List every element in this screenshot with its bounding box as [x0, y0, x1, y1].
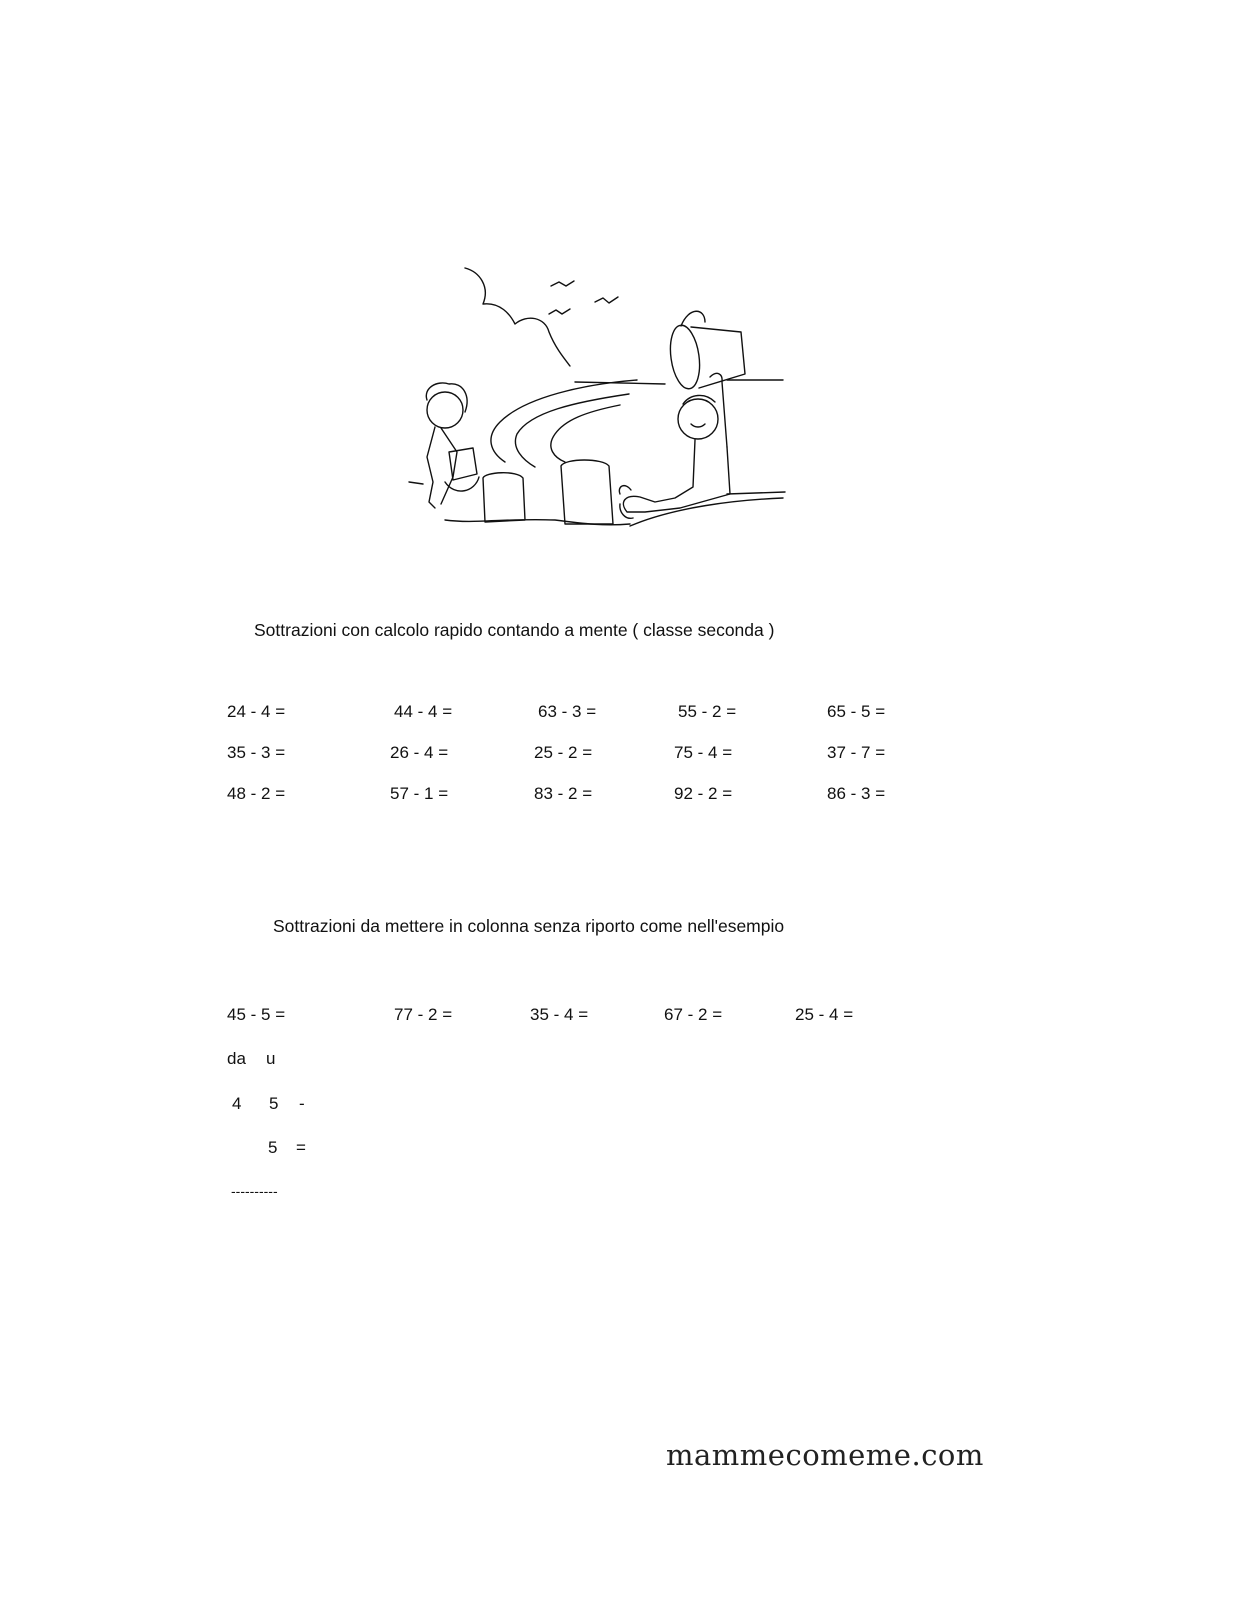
subtraction-problem: 75 - 4 =	[674, 743, 733, 762]
sandcastle-left	[483, 473, 525, 522]
minus-sign: -	[299, 1094, 305, 1113]
minuend-tens: 4	[232, 1094, 242, 1113]
subtraction-problem: 25 - 2 =	[534, 743, 593, 762]
subtraction-problem: 83 - 2 =	[534, 784, 593, 803]
cloud-outline	[465, 268, 570, 366]
column-problem: 25 - 4 =	[795, 1005, 854, 1024]
result-line: ----------	[231, 1183, 278, 1199]
boy-head	[678, 399, 718, 439]
subtraction-problem: 37 - 7 =	[827, 743, 886, 762]
subtraction-problem: 24 - 4 =	[227, 702, 286, 721]
subtraction-problem: 65 - 5 =	[827, 702, 886, 721]
column-problem: 67 - 2 =	[664, 1005, 723, 1024]
subtraction-problem: 57 - 1 =	[390, 784, 449, 803]
column-header-u: u	[266, 1049, 276, 1068]
subtraction-problem: 55 - 2 =	[678, 702, 737, 721]
subtraction-problem: 86 - 3 =	[827, 784, 886, 803]
subtraction-problem: 26 - 4 =	[390, 743, 449, 762]
section2-title: Sottrazioni da mettere in colonna senza riporto come nell'esempio	[273, 916, 785, 936]
column-header-da: da	[227, 1049, 246, 1068]
bird-icon	[595, 297, 618, 303]
site-brand: mammecomeme.com	[666, 1438, 984, 1472]
beach-children-illustration	[405, 262, 790, 534]
bird-icon	[551, 281, 574, 286]
subtraction-problem: 63 - 3 =	[538, 702, 597, 721]
section1-title: Sottrazioni con calcolo rapido contando a mente ( classe seconda )	[254, 620, 775, 640]
girl-head	[427, 392, 463, 428]
equals-sign: =	[296, 1138, 306, 1157]
bucket-rim	[667, 323, 704, 390]
bucket-handle	[681, 311, 705, 326]
bird-icon	[549, 309, 570, 314]
subtraction-problem: 44 - 4 =	[394, 702, 453, 721]
subtraction-problem: 48 - 2 =	[227, 784, 286, 803]
subtrahend-units: 5	[268, 1138, 278, 1157]
subtraction-problem: 92 - 2 =	[674, 784, 733, 803]
column-problem: 77 - 2 =	[394, 1005, 453, 1024]
column-problem: 45 - 5 =	[227, 1005, 286, 1024]
shoreline	[491, 380, 637, 462]
minuend-units: 5	[269, 1094, 279, 1113]
boy-body	[623, 440, 730, 512]
subtraction-problem: 35 - 3 =	[227, 743, 286, 762]
girl-body	[427, 427, 457, 508]
column-problem: 35 - 4 =	[530, 1005, 589, 1024]
sandcastle-right	[561, 460, 613, 524]
